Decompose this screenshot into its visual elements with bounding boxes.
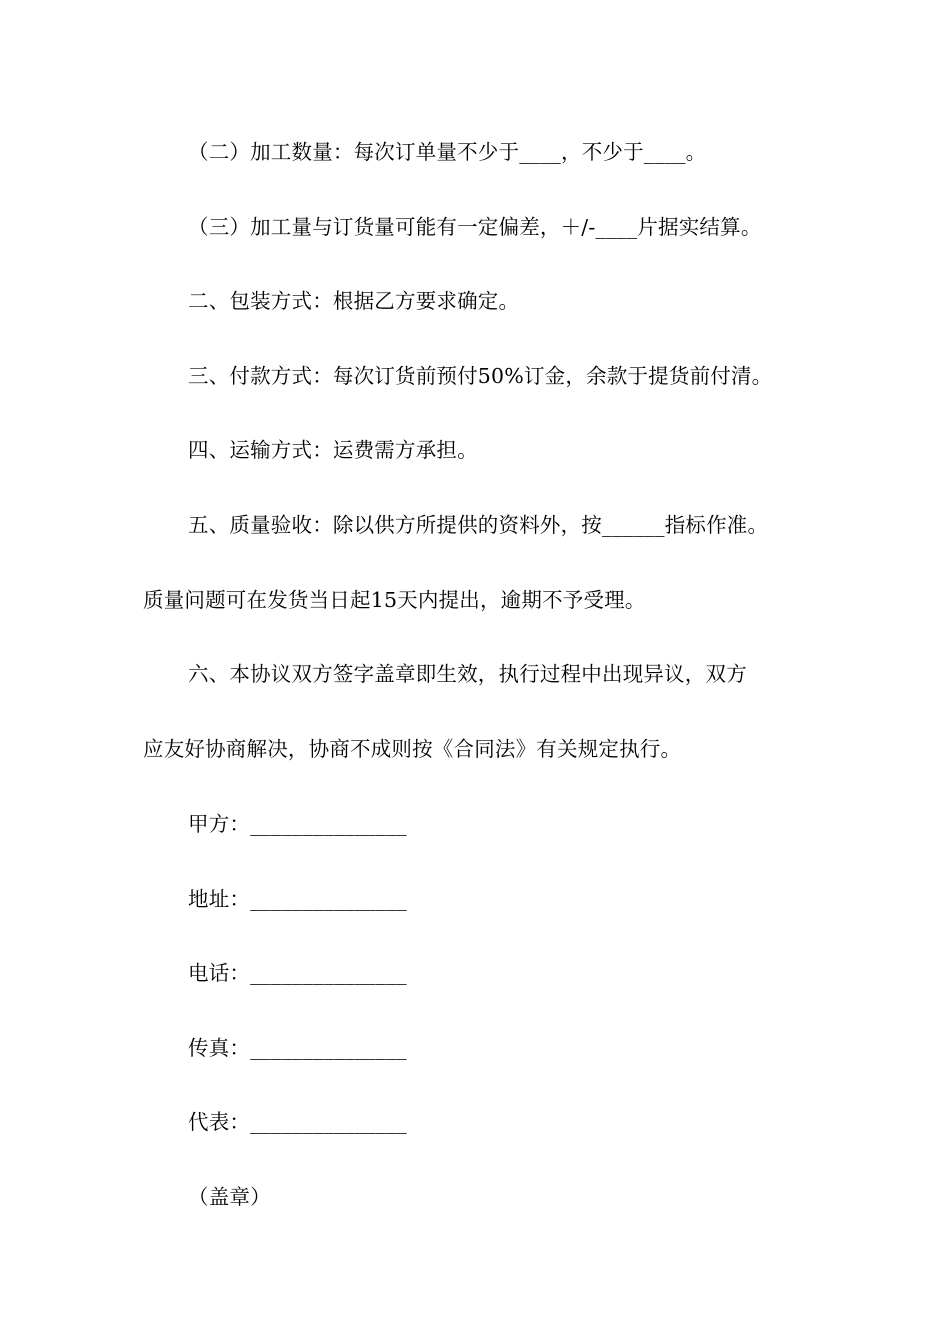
clause-effectiveness-continued: 应友好协商解决，协商不成则按《合同法》有关规定执行。 <box>143 737 682 761</box>
clause-quality: 五、质量验收：除以供方所提供的资料外，按______指标作准。 <box>188 513 769 537</box>
stamp-label: （盖章） <box>188 1185 271 1209</box>
clause-payment: 三、付款方式：每次订货前预付50%订金，余款于提货前付清。 <box>188 364 773 388</box>
clause-transport: 四、运输方式：运费需方承担。 <box>188 438 478 462</box>
party-a-field: 甲方：_______________ <box>188 812 407 836</box>
phone-field: 电话：_______________ <box>188 961 407 985</box>
clause-effectiveness: 六、本协议双方签字盖章即生效，执行过程中出现异议，双方 <box>188 662 747 686</box>
address-field: 地址：_______________ <box>188 887 407 911</box>
clause-quality-continued: 质量问题可在发货当日起15天内提出，逾期不予受理。 <box>143 588 646 612</box>
fax-field: 传真：_______________ <box>188 1036 407 1060</box>
clause-packaging: 二、包装方式：根据乙方要求确定。 <box>188 289 520 313</box>
representative-field: 代表：_______________ <box>188 1110 407 1134</box>
clause-tolerance: （三）加工量与订货量可能有一定偏差，＋/-____片据实结算。 <box>188 215 762 239</box>
clause-quantity: （二）加工数量：每次订单量不少于____，不少于____。 <box>188 140 707 164</box>
